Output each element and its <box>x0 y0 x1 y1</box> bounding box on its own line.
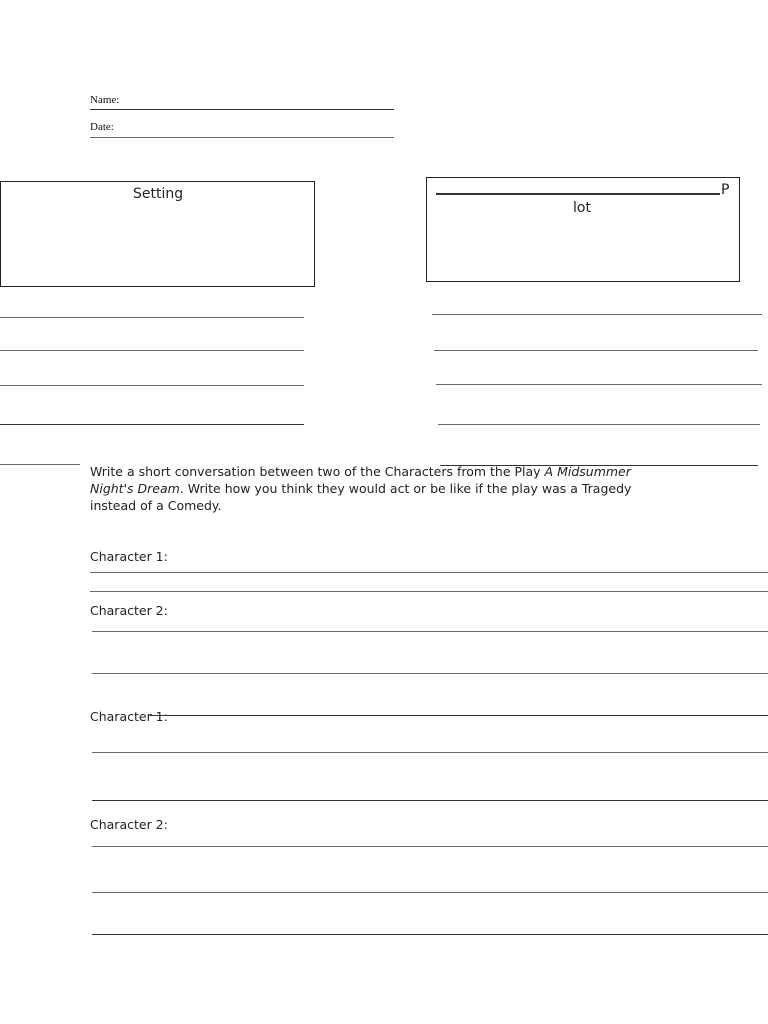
answer-line-10 <box>92 934 768 935</box>
name-label: Name: <box>90 94 120 106</box>
plot-title-underline <box>436 193 720 195</box>
character-1-label: Character 1: <box>90 549 168 564</box>
character-2-label-second: Character 2: <box>90 817 168 832</box>
answer-line-8 <box>92 846 768 847</box>
setting-line-3 <box>0 385 304 386</box>
prompt-text-before: Write a short conversation between two of the Characters from the Play <box>90 464 545 479</box>
plot-line-4 <box>438 424 760 425</box>
conversation-prompt <box>90 463 650 514</box>
plot-line-2 <box>434 350 758 351</box>
plot-line-1 <box>432 314 762 315</box>
answer-line-7 <box>92 800 768 801</box>
setting-line-2 <box>0 350 304 351</box>
prompt-text-after: . Write how you think they would act or be like if the play was a Tragedy instead of a Comedy. <box>90 481 632 513</box>
setting-line-4 <box>0 424 304 425</box>
answer-line-3 <box>92 631 768 632</box>
character-2-label: Character 2: <box>90 603 168 618</box>
character-1-label-second: Character 1: <box>90 709 168 724</box>
name-line <box>90 109 394 110</box>
answer-line-5 <box>150 715 768 716</box>
answer-line-1 <box>90 572 768 573</box>
date-line <box>90 137 394 138</box>
setting-line-1 <box>0 317 304 318</box>
play-title: A Midsummer Night's Dream <box>90 464 631 496</box>
date-label: Date: <box>90 121 114 133</box>
answer-line-4 <box>92 673 768 674</box>
setting-box-title: Setting <box>133 186 184 202</box>
answer-line-6 <box>92 752 768 753</box>
answer-line-9 <box>92 892 768 893</box>
plot-box-title-rest: lot <box>573 200 591 216</box>
plot-line-3 <box>436 384 762 385</box>
answer-line-2 <box>90 591 768 592</box>
plot-box-title-p: P <box>721 182 730 198</box>
setting-line-5 <box>0 464 80 465</box>
